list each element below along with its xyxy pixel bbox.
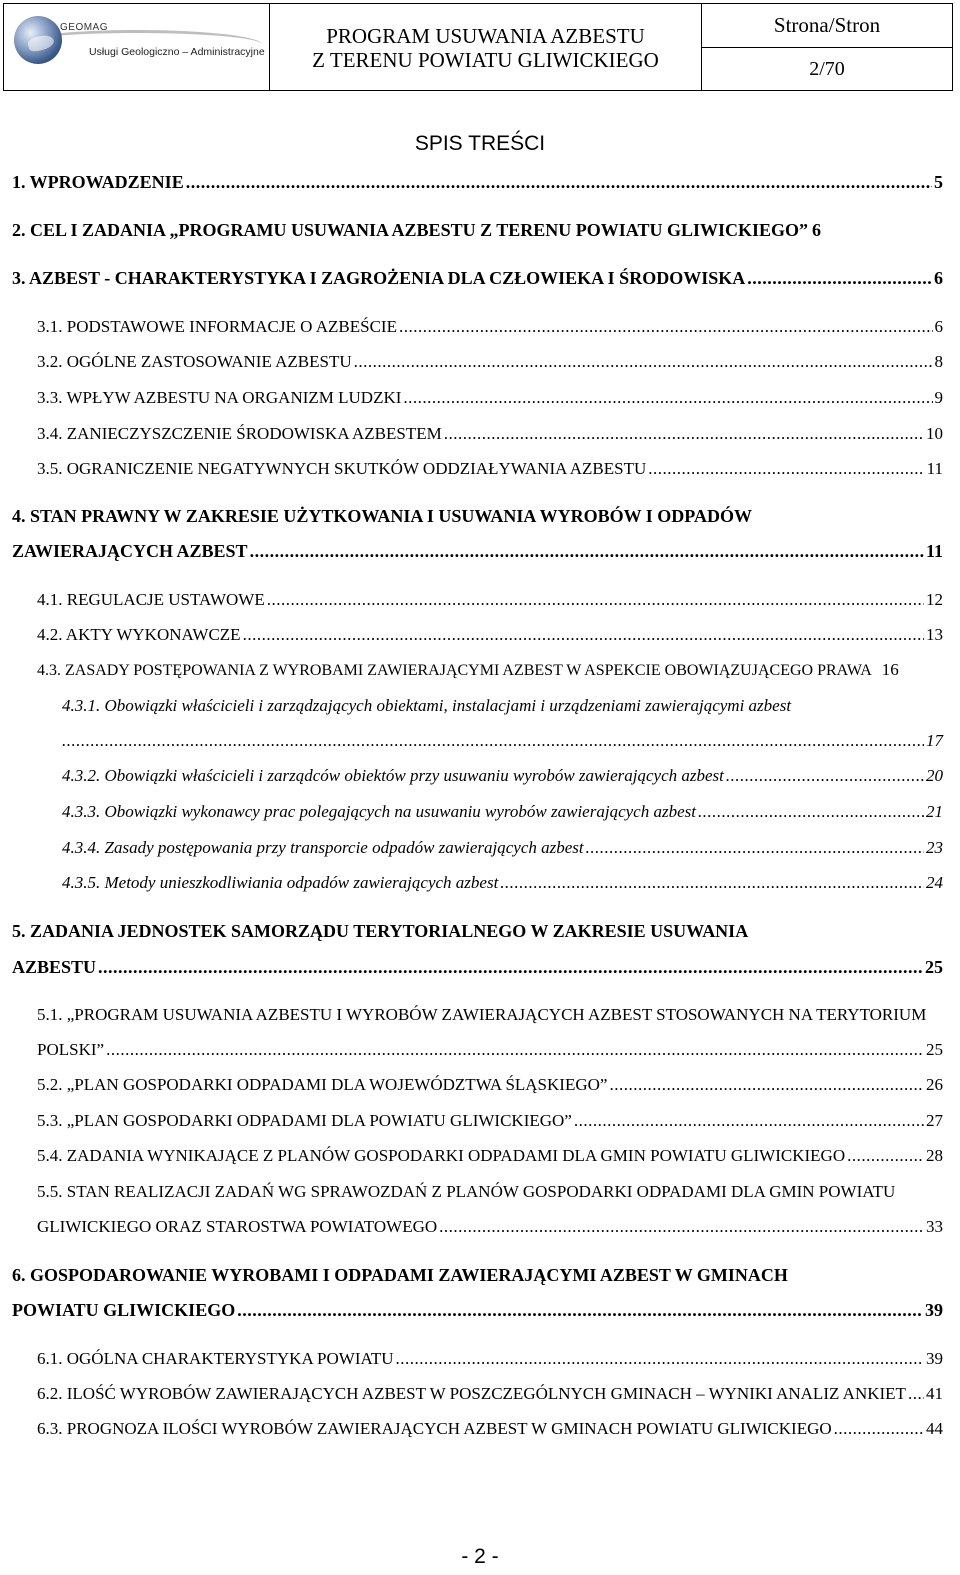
- toc-entry-page: 11: [926, 459, 943, 478]
- toc-entry-text: 5.2. „PLAN GOSPODARKI ODPADAMI DLA WOJEWÓDZTWA ŚLĄSKIEGO”: [37, 1075, 608, 1094]
- company-logo: [4, 4, 270, 90]
- toc-entry[interactable]: [37, 1349, 943, 1369]
- toc-entry-page: 44: [926, 1419, 943, 1438]
- toc-entry-text: 1. WPROWADZENIE: [12, 172, 184, 192]
- toc-entry-line1[interactable]: [37, 1005, 943, 1025]
- toc-entry-text: 3.3. WPŁYW AZBESTU NA ORGANIZM LUDZKI: [37, 388, 402, 407]
- toc-entry[interactable]: [37, 660, 943, 680]
- toc-entry[interactable]: [37, 590, 943, 610]
- toc-entry-text: 4.3. ZASADY POSTĘPOWANIA Z WYROBAMI ZAWIERAJĄCYMI AZBEST W ASPEKCIE OBOWIĄZUJĄCEGO PRAWA: [37, 662, 872, 679]
- toc-entry-page: 21: [926, 802, 943, 821]
- toc-entry-text: 4.3.5. Metody unieszkodliwiania odpadów zawierających azbest: [62, 873, 499, 892]
- toc-entry-text: 3.5. OGRANICZENIE NEGATYWNYCH SKUTKÓW ODDZIAŁYWANIA AZBESTU: [37, 459, 647, 478]
- toc-entry-text: 5.1. „PROGRAM USUWANIA AZBESTU I WYROBÓW ZAWIERAJĄCYCH AZBEST STOSOWANYCH NA TERYTORIUM: [37, 1005, 927, 1024]
- toc-entry-page: 26: [926, 1075, 943, 1094]
- toc-entry-text: POLSKI”: [37, 1040, 105, 1059]
- toc-entry-text: AZBESTU: [12, 957, 97, 977]
- toc-entry[interactable]: [12, 268, 943, 289]
- title-line-2: Z TERENU POWIATU GLIWICKIEGO: [312, 48, 659, 72]
- toc-entry[interactable]: [12, 220, 945, 241]
- toc-entry-text: 4.3.3. Obowiązki wykonawcy prac polegających na usuwaniu wyrobów zawierających azbest: [62, 802, 696, 821]
- toc-entry[interactable]: [37, 1111, 943, 1131]
- toc-entry-text: 3. AZBEST - CHARAKTERYSTYKA I ZAGROŻENIA DLA CZŁOWIEKA I ŚRODOWISKA: [12, 268, 746, 288]
- toc-entry-text: 5. ZADANIA JEDNOSTEK SAMORZĄDU TERYTORIALNEGO W ZAKRESIE USUWANIA: [12, 921, 749, 941]
- toc-entry[interactable]: [37, 424, 943, 444]
- toc-entry-text: 3.1. PODSTAWOWE INFORMACJE O AZBEŚCIE: [37, 317, 397, 336]
- toc-entry[interactable]: [37, 1040, 943, 1060]
- toc-entry[interactable]: [37, 1384, 943, 1404]
- toc-entry-page: 25: [925, 957, 943, 977]
- toc-entry[interactable]: [37, 317, 943, 337]
- toc-entry[interactable]: [62, 873, 943, 893]
- toc-entry[interactable]: [37, 1075, 943, 1095]
- toc-entry-text: 3.4. ZANIECZYSZCZENIE ŚRODOWISKA AZBESTEM: [37, 424, 442, 443]
- toc-entry[interactable]: [12, 957, 943, 978]
- toc-entry-page: 39: [925, 1300, 943, 1320]
- toc-entry-page: 6: [934, 268, 943, 288]
- toc-entry-page: 11: [925, 541, 943, 561]
- toc-entry-page: 17: [926, 731, 943, 750]
- toc-entry-text: 3.2. OGÓLNE ZASTOSOWANIE AZBESTU: [37, 352, 352, 371]
- toc-entry-page: 9: [934, 388, 943, 407]
- title-line-1: PROGRAM USUWANIA AZBESTU: [326, 24, 645, 48]
- toc-entry[interactable]: [37, 352, 943, 372]
- toc-entry-page: 8: [934, 352, 943, 371]
- toc-entry[interactable]: [62, 766, 943, 786]
- logo-name: GEOMAG: [60, 22, 109, 33]
- toc-entry[interactable]: [37, 459, 943, 479]
- toc-entry-page: 13: [926, 625, 943, 644]
- toc-entry-page: 10: [926, 424, 943, 443]
- toc-entry[interactable]: [12, 541, 943, 562]
- toc-entry-text: 2. CEL I ZADANIA „PROGRAMU USUWANIA AZBESTU Z TERENU POWIATU GLIWICKIEGO”: [12, 220, 808, 240]
- toc-entry[interactable]: [12, 1300, 943, 1321]
- toc-entry-text: ZAWIERAJĄCYCH AZBEST: [12, 541, 248, 561]
- page-label: Strona/Stron: [702, 4, 952, 48]
- toc-entry-line1[interactable]: [62, 696, 943, 716]
- document-title: [270, 4, 702, 90]
- toc-entry-line1[interactable]: [12, 921, 943, 942]
- globe-icon: [14, 16, 62, 64]
- logo-subtitle: Usługi Geologiczno – Administracyjne: [89, 46, 265, 58]
- page-info: [702, 4, 952, 90]
- toc-entry-page: 23: [926, 838, 943, 857]
- toc-entry-text: 5.3. „PLAN GOSPODARKI ODPADAMI DLA POWIATU GLIWICKIEGO”: [37, 1111, 572, 1130]
- toc-entry-text: 6.2. ILOŚĆ WYROBÓW ZAWIERAJĄCYCH AZBEST W POSZCZEGÓLNYCH GMINACH – WYNIKI ANALIZ ANKIET: [37, 1384, 906, 1403]
- toc-entry[interactable]: [37, 1146, 943, 1166]
- toc-entry-page: 33: [926, 1217, 943, 1236]
- toc-entry-text: 4.1. REGULACJE USTAWOWE: [37, 590, 265, 609]
- toc-entry-text: 5.5. STAN REALIZACJI ZADAŃ WG SPRAWOZDAŃ Z PLANÓW GOSPODARKI ODPADAMI DLA GMIN POWIATU: [37, 1182, 896, 1201]
- toc-entry-line1[interactable]: [12, 506, 943, 527]
- toc-entry[interactable]: [37, 388, 943, 408]
- toc-entry[interactable]: [37, 625, 943, 645]
- toc-entry-page: 25: [926, 1040, 943, 1059]
- toc-entry-line1[interactable]: [12, 1265, 943, 1286]
- toc-entry-page: 6: [934, 317, 943, 336]
- toc-entry-page: 27: [926, 1111, 943, 1130]
- toc-entry-page: 12: [926, 590, 943, 609]
- toc-entry-text: 6.1. OGÓLNA CHARAKTERYSTYKA POWIATU: [37, 1349, 394, 1368]
- toc-entry-page: 6: [811, 220, 821, 240]
- toc-entry-line1[interactable]: [37, 1182, 943, 1202]
- toc-entry-text: 4.2. AKTY WYKONAWCZE: [37, 625, 241, 644]
- page-number: 2/70: [809, 57, 845, 80]
- toc-entry-text: 4.3.2. Obowiązki właścicieli i zarządców obiektów przy usuwaniu wyrobów zawierających azbest: [62, 766, 724, 785]
- page-footer-number: - 2 -: [461, 1545, 499, 1568]
- toc-entry-page: 16: [881, 660, 899, 679]
- toc-entry-page: 41: [926, 1384, 943, 1403]
- toc-title: SPIS TREŚCI: [414, 132, 546, 155]
- toc-entry-text: 5.4. ZADANIA WYNIKAJĄCE Z PLANÓW GOSPODARKI ODPADAMI DLA GMIN POWIATU GLIWICKIEGO: [37, 1146, 846, 1165]
- toc-entry-text: GLIWICKIEGO ORAZ STAROSTWA POWIATOWEGO: [37, 1217, 438, 1236]
- toc-entry-text: 4. STAN PRAWNY W ZAKRESIE UŻYTKOWANIA I USUWANIA WYROBÓW I ODPADÓW: [12, 506, 752, 526]
- toc-entry-page: 24: [926, 873, 943, 892]
- toc-entry-text: 4.3.4. Zasady postępowania przy transporcie odpadów zawierających azbest: [62, 838, 584, 857]
- toc-entry[interactable]: [62, 731, 943, 751]
- toc-entry-text: 6. GOSPODAROWANIE WYROBAMI I ODPADAMI ZAWIERAJĄCYMI AZBEST W GMINACH: [12, 1265, 788, 1285]
- toc-entry-page: 39: [926, 1349, 943, 1368]
- toc-entry-text: POWIATU GLIWICKIEGO: [12, 1300, 236, 1320]
- toc-entry[interactable]: [37, 1217, 943, 1237]
- toc-entry[interactable]: [37, 1419, 943, 1439]
- toc-entry-page: 20: [926, 766, 943, 785]
- toc-entry-page: 28: [926, 1146, 943, 1165]
- toc-entry-text: 4.3.1. Obowiązki właścicieli i zarządzających obiektami, instalacjami i urządzeniami zawierającymi azbest: [62, 696, 792, 715]
- toc-entry[interactable]: [62, 838, 943, 858]
- toc-entry-page: 5: [934, 172, 943, 192]
- toc-entry-text: 6.3. PROGNOZA ILOŚCI WYROBÓW ZAWIERAJĄCYCH AZBEST W GMINACH POWIATU GLIWICKIEGO: [37, 1419, 832, 1438]
- document-header: [3, 3, 953, 91]
- toc-entry[interactable]: [62, 802, 943, 822]
- toc-entry[interactable]: [12, 172, 943, 193]
